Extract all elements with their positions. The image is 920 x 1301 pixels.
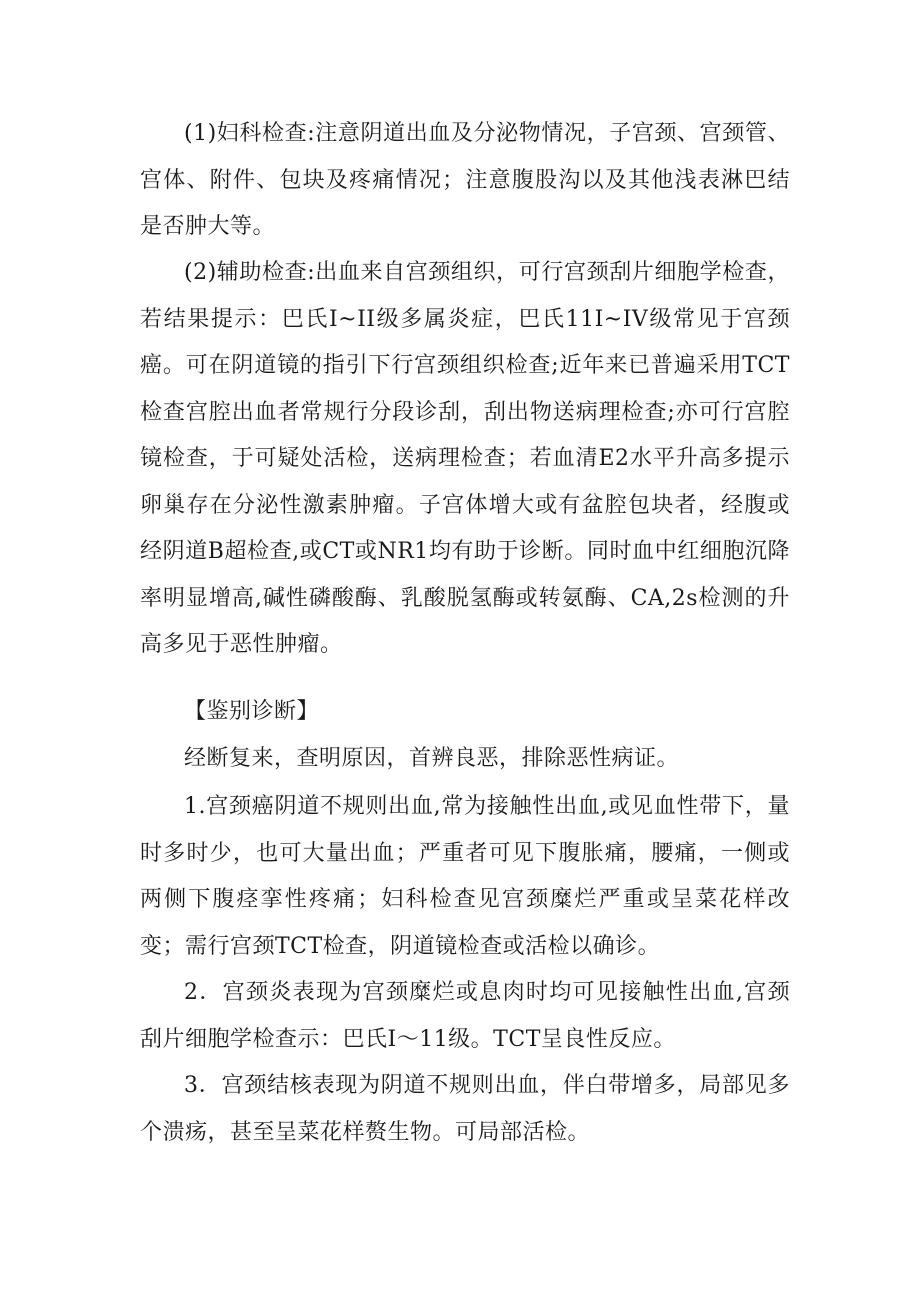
list-item-cervical-tuberculosis: 3．宫颈结核表现为阴道不规则出血，伴白带增多，局部见多个溃疡，甚至呈菜花样赘生物。可局部活检。 xyxy=(140,1073,790,1145)
intro-paragraph: 经断复来，查明原因，首辨良恶，排除恶性病证。 xyxy=(184,746,680,771)
list-item-cervicitis: 2．宫颈炎表现为宫颈糜烂或息肉时均可见接触性出血,宫颈刮片细胞学检查示：巴氏I～11级。TCT呈良性反应。 xyxy=(140,980,790,1052)
paragraph-auxiliary-exam: (2)辅助检查:出血来自宫颈组织，可行宫颈刮片细胞学检查，若结果提示：巴氏I~II级多属炎症，巴氏11I~IV级常见于宫颈癌。可在阴道镜的指引下行宫颈组织检查;近年来已普遍采用TCT检查宫腔出血者常规行分段诊刮，刮出物送病理检查;亦可行宫腔镜检查，于可疑处活检，送病理检查；若血清E2水平升高多提示卵巢存在分泌性激素肿瘤。子宫体增大或有盆腔包块者，经腹或经阴道B超检查,或CT或NR1均有助于诊断。同时血中红细胞沉降率明显增高,碱性磷酸酶、乳酸脱氢酶或转氨酶、CA,2s检测的升高多见于恶性肿瘤。 xyxy=(140,260,790,657)
section-heading: 【鉴别诊断】 xyxy=(184,699,320,724)
paragraph-gynecological-exam: (1)妇科检查:注意阴道出血及分泌物情况，子宫颈、宫颈管、宫体、附件、包块及疼痛情况；注意腹股沟以及其他浅表淋巴结是否肿大等。 xyxy=(140,121,790,239)
list-item-cervical-cancer: 1.宫颈癌阴道不规则出血,常为接触性出血,或见血性带下，量时多时少，也可大量出血；严重者可见下腹胀痛，腰痛，一侧或两侧下腹痉挛性疼痛；妇科检查见宫颈糜烂严重或呈菜花样改变；需行宫颈TCT检查，阴道镜检查或活检以确诊。 xyxy=(140,794,790,959)
